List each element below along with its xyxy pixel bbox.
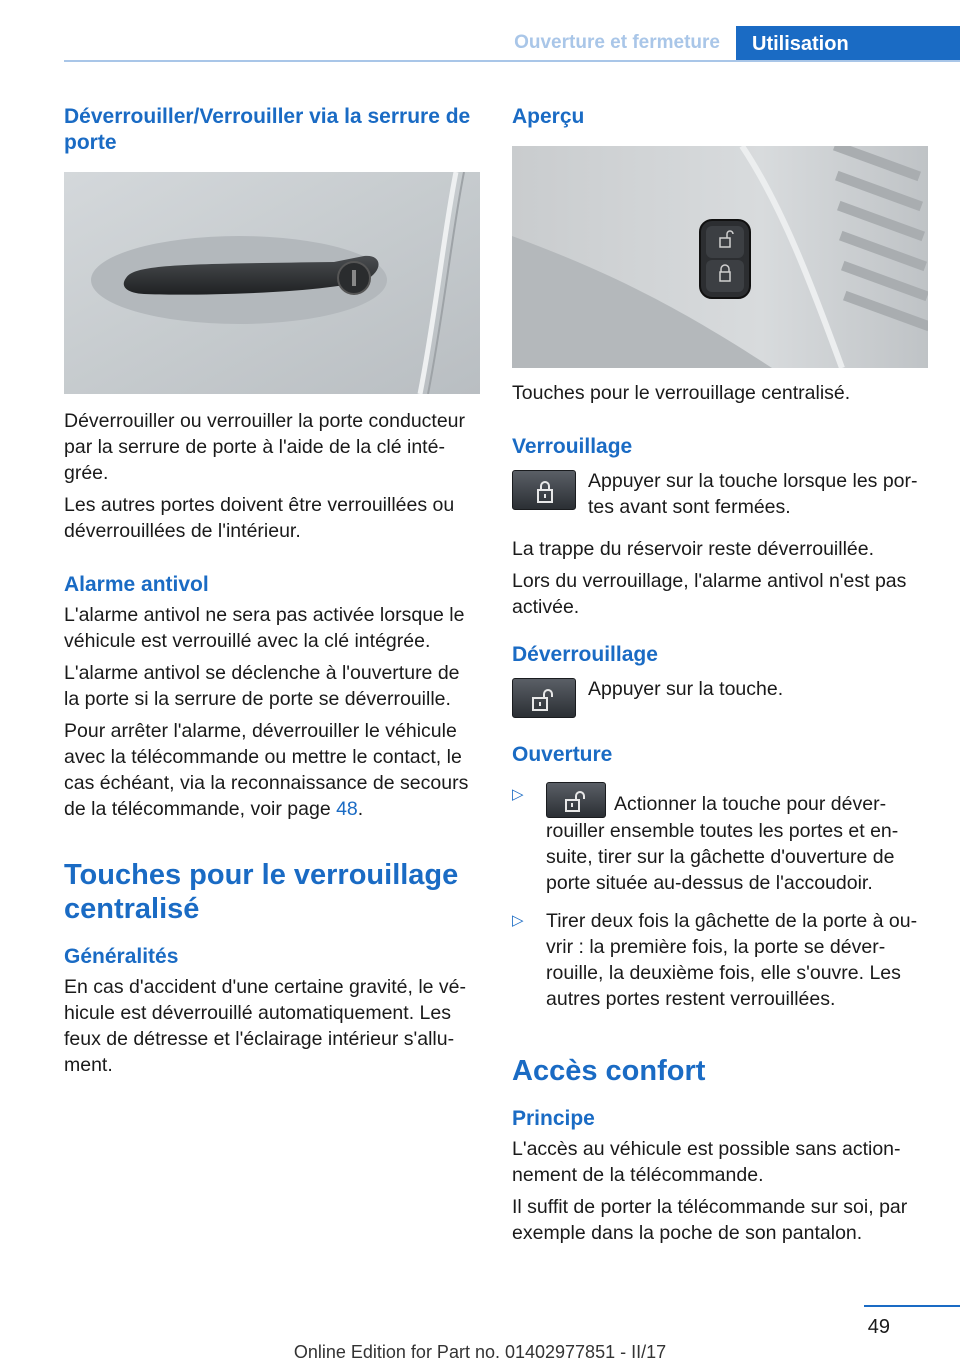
header-section-title: Ouverture et fermeture bbox=[514, 32, 720, 53]
left-column bbox=[64, 104, 480, 1084]
paragraph-alarm-3: Pour arrêter l'alarme, déverrouiller le véhicule avec la télécommande ou mettre le contact, le cas échéant, via la reconnaissance de secours de la télécommande, voir page 48. bbox=[64, 720, 469, 820]
right-column bbox=[512, 104, 928, 1252]
footer-divider bbox=[864, 1305, 960, 1307]
page-number: 49 bbox=[867, 1316, 890, 1338]
list-item bbox=[512, 908, 928, 1012]
interior-buttons-photo bbox=[512, 146, 928, 368]
heading-principle: Principe bbox=[512, 1107, 595, 1130]
door-handle-image bbox=[64, 172, 480, 394]
heading-opening: Ouverture bbox=[512, 743, 613, 766]
lock-button-row bbox=[512, 468, 928, 520]
heading-overview: Aperçu bbox=[512, 105, 585, 128]
edition-note: Online Edition for Part no. 01402977851 - II/17 bbox=[293, 1342, 667, 1362]
unlock-button-inline-icon bbox=[546, 782, 606, 818]
heading-general: Généralités bbox=[64, 945, 179, 968]
page-link-48[interactable]: 48 bbox=[336, 798, 358, 820]
list-item bbox=[512, 782, 928, 896]
header-divider bbox=[64, 60, 960, 62]
paragraph-general: En cas d'accident d'une certaine gravité, le vé-hicule est déverrouillé automatiquement. Les feux de détresse et l'éclairage intérieur s'allu-ment. bbox=[64, 976, 467, 1076]
lock-button-icon bbox=[512, 470, 576, 510]
paragraph-unlocking: Appuyer sur la touche. bbox=[588, 678, 784, 700]
header-chapter-tab[interactable]: Utilisation bbox=[736, 26, 960, 62]
unlock-button-row bbox=[512, 676, 928, 728]
paragraph-door-1: Déverrouiller ou verrouiller la porte conducteur par la serrure de porte à l'aide de la clé inté-grée. bbox=[64, 410, 466, 484]
interior-buttons-image bbox=[512, 146, 928, 368]
paragraph-principle-1: L'accès au véhicule est possible sans action-nement de la télécommande. bbox=[512, 1138, 901, 1186]
paragraph-principle-2: Il suffit de porter la télécommande sur soi, par exemple dans la poche de son pantalon. bbox=[512, 1196, 908, 1244]
paragraph-door-2: Les autres portes doivent être verrouillées ou déverrouillées de l'intérieur. bbox=[64, 494, 455, 542]
paragraph-fuel-flap: La trappe du réservoir reste déverrouillée. bbox=[512, 538, 875, 560]
paragraph-locking: Appuyer sur la touche lorsque les por-tes avant sont fermées. bbox=[588, 470, 918, 518]
bullet-text-1: Actionner la touche pour déver-rouiller ensemble toutes les portes et en-suite, tirer sur la gâchette d'ouverture de porte située au-dessus de l'accoudoir. bbox=[546, 793, 899, 894]
paragraph-alarm-1: L'alarme antivol ne sera pas activée lorsque le véhicule est verrouillé avec la clé intégrée. bbox=[64, 604, 465, 652]
door-handle-photo bbox=[64, 172, 480, 394]
caption-overview: Touches pour le verrouillage centralisé. bbox=[512, 382, 851, 404]
heading-alarm: Alarme antivol bbox=[64, 573, 209, 596]
heading-central-lock-buttons: Touches pour le verrouillage centralisé bbox=[64, 859, 459, 925]
heading-locking: Verrouillage bbox=[512, 435, 633, 458]
heading-comfort-access: Accès confort bbox=[512, 1055, 706, 1087]
unlock-button-icon bbox=[512, 678, 576, 718]
heading-door-lock: Déverrouiller/Verrouiller via la serrure de porte bbox=[64, 105, 471, 154]
paragraph-alarm-2: L'alarme antivol se déclenche à l'ouverture de la porte si la serrure de porte se déverrouille. bbox=[64, 662, 460, 710]
heading-unlocking: Déverrouillage bbox=[512, 643, 658, 666]
triangle-bullet-icon: ▷ bbox=[512, 786, 524, 803]
paragraph-lock-alarm: Lors du verrouillage, l'alarme antivol n'est pas activée. bbox=[512, 570, 907, 618]
bullet-text-2: Tirer deux fois la gâchette de la porte à ou-vrir : la première fois, la porte se déver-rouille, la deuxième fois, elle s'ouvre. Les autres portes restent verrouillées. bbox=[546, 910, 918, 1010]
triangle-bullet-icon: ▷ bbox=[512, 912, 524, 929]
